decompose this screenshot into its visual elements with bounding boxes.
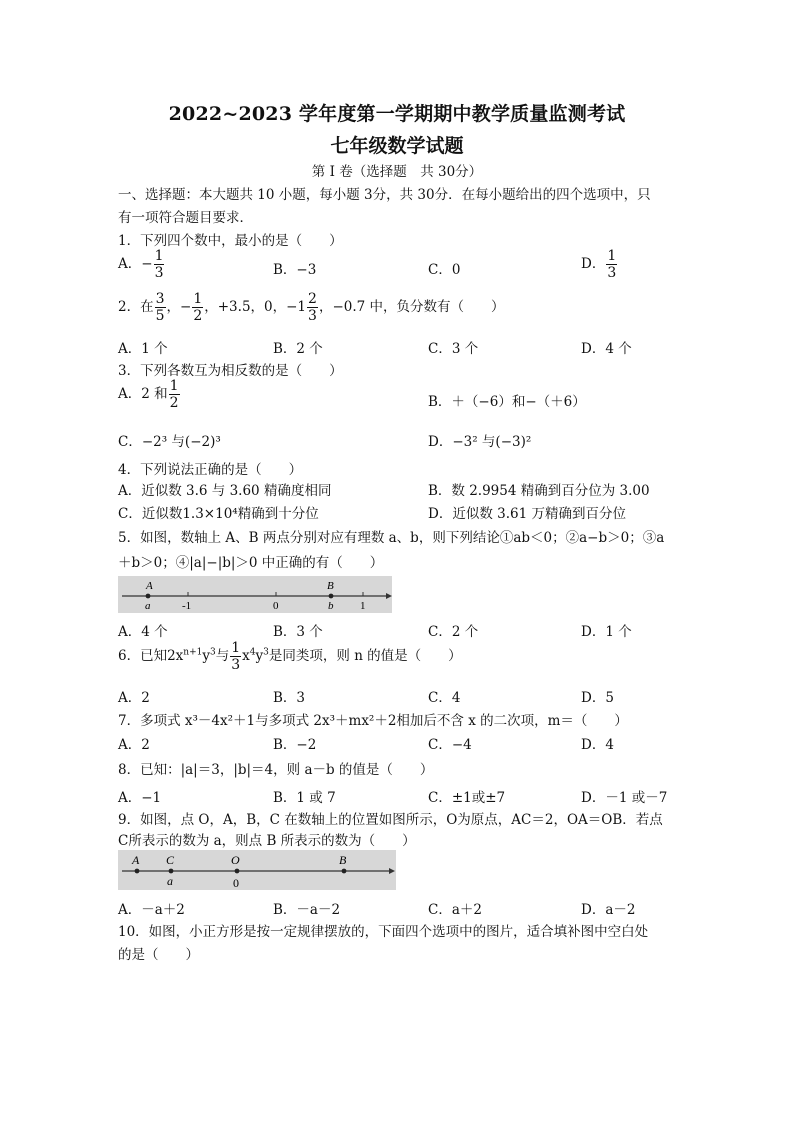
q4-option-c: C．近似数1.3×10⁴精确到十分位 (118, 506, 319, 522)
q2-text-4: ，−0.7 中，负分数有（ ） (318, 299, 505, 315)
q9-label-a: a (167, 874, 173, 888)
q2-fraction-1 (155, 292, 166, 323)
q5-label-b: b (328, 600, 334, 612)
q6-text-3: 与 (215, 648, 230, 664)
q1-d-num: 1 (607, 248, 617, 264)
q8-option-d: D．－1 或－7 (581, 790, 668, 806)
q6-option-a: A．2 (118, 690, 150, 706)
q3-option-b: B．＋（−6）和−（＋6） (428, 394, 586, 410)
q9-stem-line-1: 9．如图，点 O，A，B，C 在数轴上的位置如图所示，O为原点，AC＝2，OA＝OB．若点 (118, 812, 663, 828)
q1-option-d-label: D． (581, 256, 606, 272)
q2-text-2: ，− (166, 299, 192, 315)
q3-a-num: 1 (169, 378, 179, 394)
q4-option-b: B．数 2.9954 精确到百分位为 3.00 (428, 483, 650, 499)
q9-option-d: D．a－2 (581, 902, 636, 918)
q6-text-2: y (202, 648, 211, 664)
q6-text-6: 是同类项，则 n 的值是（ ） (268, 648, 462, 664)
q5-label-minus-one: -1 (182, 600, 192, 612)
q9-label-zero: 0 (233, 876, 239, 890)
q6-text-1: 6．已知2x (118, 648, 184, 664)
q7-option-d: D．4 (581, 737, 614, 753)
q2-option-a: A．1 个 (118, 341, 168, 357)
q5-label-one: 1 (360, 600, 366, 612)
q5-point-a (146, 594, 151, 599)
q2-option-b: B．2 个 (273, 341, 323, 357)
q5-option-c: C．2 个 (428, 624, 479, 640)
q5-option-b: B．3 个 (273, 624, 323, 640)
q5-stem-line-1: 5．如图，数轴上 A、B 两点分别对应有理数 a、b，则下列结论①ab＜0；②a−b＞0；③a (118, 530, 665, 546)
q2-f3-num: 2 (308, 291, 317, 307)
q6-option-c: C．4 (428, 690, 461, 706)
q8-stem: 8．已知：|a|＝3，|b|＝4，则 a－b 的值是（ ） (118, 762, 434, 778)
q2-f1-num: 3 (155, 291, 165, 307)
instructions-line-1: 一、选择题：本大题共 10 小题，每小题 3分，共 30分．在每小题给出的四个选项中，只 (118, 187, 651, 203)
q7-option-a: A．2 (118, 737, 150, 753)
q3-stem: 3．下列各数互为相反数的是（ ） (118, 363, 343, 379)
q2-f2-den: 2 (193, 308, 203, 324)
q9-axis-arrow (389, 868, 395, 874)
q5-option-d: D．1 个 (581, 624, 632, 640)
q5-stem-line-2: ＋b＞0；④|a|−|b|＞0 中正确的有（ ） (118, 555, 384, 571)
q9-label-C: C (166, 853, 175, 867)
q3-option-a-label: A．2 和 (118, 386, 168, 402)
q9-point-a (135, 869, 140, 874)
q1-stem: 1．下列四个数中，最小的是（ ） (118, 233, 343, 249)
q7-option-c: C．−4 (428, 737, 472, 753)
instructions-line-2: 有一项符合题目要求． (118, 210, 253, 226)
q7-option-b: B．−2 (273, 737, 317, 753)
q1-option-c: C．0 (428, 262, 461, 278)
q6-exp-4: 3 (263, 647, 269, 658)
q8-option-a: A．−1 (118, 790, 162, 806)
q9-stem-line-2: C所表示的数为 a，则点 B 所表示的数为（ ） (118, 833, 416, 849)
q6-exp-1: n+1 (183, 647, 203, 658)
q5-number-line-svg (118, 576, 392, 613)
q2-fraction-2 (192, 292, 203, 323)
q6-exp-3: 4 (249, 647, 256, 658)
q6-frac-num: 1 (231, 640, 241, 656)
q2-option-d: D．4 个 (581, 341, 632, 357)
q1-option-d (581, 249, 618, 280)
section-heading: 第 I 卷（选择题 共 30分） (311, 164, 483, 180)
exam-title: 2022~2023 学年度第一学期期中教学质量监测考试 (168, 103, 626, 125)
q1-a-den: 3 (154, 265, 164, 281)
q6-frac-den: 3 (231, 657, 241, 673)
q9-label-A: A (132, 853, 140, 867)
q9-option-a: A．－a＋2 (118, 902, 185, 918)
q1-option-a (118, 249, 165, 280)
q1-option-a-fraction (154, 249, 165, 280)
q1-option-d-fraction (606, 249, 617, 280)
q9-point-o (235, 869, 240, 874)
q2-f1-den: 5 (155, 308, 165, 324)
q5-label-a: a (145, 600, 151, 612)
q3-option-c: C．−2³ 与(−2)³ (118, 434, 221, 450)
q9-label-B: B (339, 853, 347, 867)
q6-stem (118, 641, 462, 672)
q8-option-b: B．1 或 7 (273, 790, 336, 806)
q6-exp-2: 3 (210, 647, 216, 658)
q9-point-c (169, 869, 174, 874)
q10-stem-line-2: 的是（ ） (118, 947, 199, 963)
q4-stem: 4．下列说法正确的是（ ） (118, 462, 303, 478)
q2-stem (118, 292, 505, 323)
q7-stem: 7．多项式 x³－4x²＋1与多项式 2x³＋mx²＋2相加后不含 x 的二次项，m＝（ ） (118, 713, 628, 729)
q9-label-O: O (231, 853, 240, 867)
q5-label-A: A (146, 580, 153, 592)
q4-option-d: D．近似数 3.61 万精确到百分位 (428, 506, 626, 522)
q10-stem-line-1: 10．如图，小正方形是按一定规律摆放的，下面四个选项中的图片，适合填补图中空白处 (118, 924, 649, 940)
q2-f2-num: 1 (193, 291, 203, 307)
q4-option-a: A．近似数 3.6 与 3.60 精确度相同 (118, 483, 332, 499)
q5-axis-arrow (386, 593, 392, 599)
q9-number-line-svg (118, 850, 396, 890)
q1-d-den: 3 (607, 265, 617, 281)
q3-option-a-fraction (169, 379, 180, 410)
q1-a-num: 1 (154, 248, 164, 264)
exam-subtitle: 七年级数学试题 (330, 135, 464, 157)
q9-option-b: B．－a－2 (273, 902, 341, 918)
q3-option-a (118, 379, 181, 410)
q2-text-3: ，+3.5，0，−1 (204, 299, 307, 315)
q1-option-a-label: A．− (118, 256, 153, 272)
q6-text-4: x (242, 648, 250, 664)
q9-point-b (342, 869, 347, 874)
q6-option-d: D．5 (581, 690, 614, 706)
q2-option-c: C．3 个 (428, 341, 479, 357)
q9-number-line-figure (118, 850, 396, 890)
q5-label-B: B (327, 580, 334, 592)
q6-text-5: y (255, 648, 264, 664)
q5-option-a: A．4 个 (118, 624, 168, 640)
q1-option-b: B．−3 (273, 262, 317, 278)
q5-point-b (329, 594, 334, 599)
q8-option-c: C．±1或±7 (428, 790, 506, 806)
q2-fraction-3 (307, 292, 318, 323)
q5-number-line-figure (118, 576, 392, 613)
q5-label-zero: 0 (273, 600, 279, 612)
q3-option-d: D．−3² 与(−3)² (428, 434, 532, 450)
q6-fraction (230, 641, 241, 672)
q9-option-c: C．a＋2 (428, 902, 482, 918)
q2-f3-den: 3 (308, 308, 317, 324)
q6-option-b: B．3 (273, 690, 306, 706)
q2-text-1: 2．在 (118, 299, 154, 315)
q3-a-den: 2 (169, 395, 179, 411)
